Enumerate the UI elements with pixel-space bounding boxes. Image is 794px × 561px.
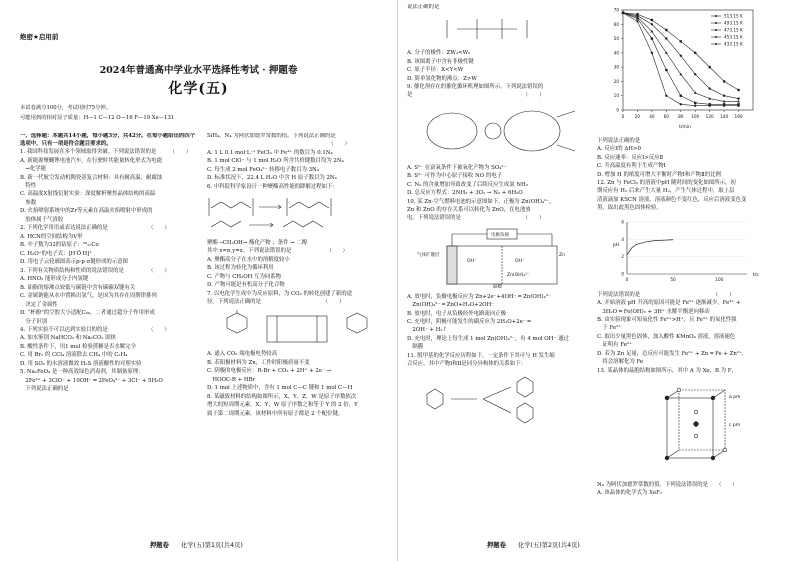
question-line: B. 反应速率：反应Ⅰ>反应Ⅱ — [597, 154, 664, 161]
footer-brand: 押题卷 — [487, 542, 506, 549]
question-line: Zn(OH)₄²⁻ ═ ZnO+H₂O+2OH⁻ — [407, 302, 495, 309]
question-line: 下列说法错误的是 （ ） — [597, 291, 735, 298]
exam-info — [20, 104, 200, 125]
y-tick-label: 50 — [613, 36, 619, 42]
question-line: （ ） — [207, 141, 350, 148]
x-tick-label: 100 — [691, 114, 700, 119]
footer-page-text: 化学(五)第1页(共4页) — [180, 542, 243, 549]
question-line: 属于第二周期元素。该材料中所有原子都是 2 个配位键。 — [207, 410, 344, 417]
question-line: 聚酯 ─CH₃OH→ 酯化产物 ；条件 → 二醇 — [207, 239, 308, 246]
x-tick-label: 120 — [705, 114, 714, 119]
question-line: 胶体属于气溶胶 — [20, 216, 64, 223]
benzene-ring — [227, 313, 247, 333]
atom-b — [677, 388, 681, 392]
y-tick-label: 6 — [621, 219, 624, 225]
question-line: B. 由实验现象可知氧化性 Fe³⁺>H⁺，且 Fe³⁺ 的氧化性强 — [597, 316, 737, 323]
column-3 — [407, 4, 592, 538]
atom-b — [694, 410, 698, 414]
question-line: D. 简单氢化物的沸点：Z>W — [407, 75, 477, 82]
data-point — [680, 40, 682, 42]
question-list — [407, 165, 592, 223]
data-point — [708, 103, 710, 105]
x-tick-label: 20 — [634, 114, 641, 119]
question-line: B. 1 mol ClO⁻ 与 1 mol H₂O 所含共价键数目均为 2N₄ — [207, 158, 344, 165]
y-tick-label: 30 — [613, 64, 619, 70]
data-point — [708, 87, 710, 89]
ester-bracket — [287, 198, 331, 216]
y-tick-label: 40 — [613, 50, 619, 56]
page-2-footer — [487, 540, 580, 549]
question-line: C. 阴极的电极反应：R-Br + CO₂ + 2H⁺ + 2e⁻ → — [207, 368, 332, 375]
legend-marker — [715, 15, 717, 17]
atom-a — [665, 396, 669, 400]
legend-label: 433.15 K — [724, 41, 743, 47]
question-line: C. 产物与 CH₃OH 互为同系物 — [207, 273, 282, 280]
product-ring — [517, 403, 533, 423]
question-line: 5. Na₂FeO₄ 是一种高效绿色消毒剂，其制备原理： — [20, 369, 144, 376]
question-line: D. 标准状况下，22.4 L H₂O 中含 H 原子数目为 2N₄ — [207, 175, 337, 182]
question-line: A. 放电时，负极电极反应为 Zn+2e⁻+4OH⁻ ═ Zn(OH)₄²⁻ — [407, 293, 551, 300]
y-tick-label: 0 — [621, 271, 624, 277]
data-point — [694, 52, 696, 54]
question-line: D. 充电时，理论上每生成 1 mol Zn(OH)₄²⁻，有 4 mol OH⁻ 通过 — [407, 335, 569, 342]
data-point — [708, 66, 710, 68]
question-list — [597, 138, 787, 213]
question-line: 6. 中科院科学家设计一种聚酯高性能的降解过程如下： — [207, 183, 338, 190]
question-line: 将会溶解化为 Fe — [597, 359, 644, 366]
y-tick-label: 0 — [616, 107, 619, 113]
x-tick-label: 100 — [715, 276, 724, 282]
column-1 — [20, 133, 198, 538]
legend-marker — [715, 22, 717, 24]
question-line: B. 中子数为32的钴原子：⁵⁹₂₇Co — [20, 242, 99, 249]
subject-title: 化学(五) — [168, 81, 229, 97]
y-tick-label: 20 — [613, 78, 619, 84]
question-list — [407, 50, 592, 100]
data-point — [636, 20, 638, 22]
polymer-chain-bond — [211, 221, 241, 227]
x-tick-label: 80 — [678, 114, 684, 119]
series-line — [623, 13, 739, 106]
question-line: D. 用电子云轮廓图表示p-p σ键形成的示意图 — [20, 259, 128, 266]
question-line: C. N₂ 的含量增加导致改变了后续反应生成氨 NH₃ — [407, 181, 528, 188]
question-line: 下列说法正确的是 — [597, 137, 641, 144]
question-line: 1. 我国科技发展在多个领域取得突破。下列说法错误的是 （ ） — [20, 149, 192, 156]
legend-label: 453.15 K — [724, 34, 743, 40]
question-line: B. 该图离子中含有非极性键 — [407, 58, 474, 65]
cell-front — [667, 398, 713, 458]
question-line: 10. 某 Zn-空气燃料电池的示意图如下，正极为 Zn(OH)₄²⁻， — [407, 198, 555, 205]
atom-a — [711, 456, 715, 460]
question-line: 下列说法正确的是 — [20, 386, 69, 393]
question-list — [597, 292, 787, 376]
data-point — [665, 29, 667, 31]
question-line: 11. 脱甲基的化学反应历程如下，一定条件下其可与 H 发生缩 — [407, 352, 555, 359]
question-line: A. 聚酯高分子在水中的溶解度较小 — [207, 256, 290, 263]
cycle-right — [504, 111, 560, 151]
data-point — [737, 103, 739, 105]
question-list — [407, 4, 592, 12]
question-line: 电，下列说法错误的是 （ ） — [407, 215, 545, 222]
atom-a — [665, 456, 669, 460]
question-line: 说法正确的是 — [407, 4, 440, 10]
x-tick-label: 140 — [720, 114, 729, 119]
diol-chain-bond — [283, 221, 323, 227]
data-point — [622, 12, 624, 14]
load-label: 电极负载 — [491, 232, 509, 238]
question-line: A. 反应Ⅰ的 ΔH>0 — [597, 146, 641, 153]
data-point — [723, 80, 725, 82]
benzene-ring — [347, 313, 367, 333]
data-point — [651, 23, 653, 25]
footer-brand: 押题卷 — [150, 542, 169, 549]
question-line: B. 酸性条件下，用1 mol 检验蔗糖是否水解完全 — [20, 343, 136, 350]
data-point — [636, 13, 638, 15]
y-tick-label: 60 — [613, 21, 619, 27]
question-line: A. 通入 CO₂ 端电极电势较高 — [207, 351, 277, 358]
ph-chart — [597, 216, 785, 286]
question-line: B. 新一代航空发动机陶瓷基复合材料：具有耐高温、耐腐蚀 — [20, 174, 163, 181]
question-line: B. 该过程为转化为循环利用 — [207, 265, 274, 272]
series-line — [623, 13, 739, 102]
question-line: 清液滴加 KSCN 溶液，溶液颜色不变红色，反应后溶液变色变 — [597, 196, 747, 203]
data-point — [694, 102, 696, 104]
atom-b — [723, 448, 727, 452]
exam-title: 2024年普通高中学业水平选择性考试 · 押题卷 — [99, 65, 298, 76]
x-tick-label: 0 — [621, 114, 625, 119]
question-line: 3. 下列有关物质结构和性质的说法错误的是 （ ） — [20, 267, 170, 274]
x-tick-label: 60 — [663, 114, 670, 119]
polymer-chain-bond — [211, 202, 251, 208]
y-tick-label: 4 — [621, 236, 624, 242]
question-line: SiH₄。N₄ 为阿伏加德罗常数的值。下列说法正确的是 — [207, 133, 336, 139]
data-point — [651, 52, 653, 54]
question-line: C. 充电时，阴极可能发生的副反应为 2H₂O+2e⁻ ═ — [407, 318, 531, 325]
question-line: C. 取出少量黑色固体，加入酸性 KMnO₄ 溶液，溶液褪色 — [597, 333, 736, 340]
data-point — [665, 69, 667, 71]
question-line: A. 新能源聚醚锂电池汽车，在行驶时其能量转化形式为电能 — [20, 157, 163, 164]
question-line: C. 高温度X射线衍射实验：深度解析聚焦晶体结构的高温 — [20, 191, 156, 198]
question-list — [407, 294, 592, 369]
column-4 — [597, 4, 787, 538]
cycle-branch — [557, 145, 575, 151]
lattice-param-label: c pm — [729, 423, 741, 429]
data-point — [723, 95, 725, 97]
question-list — [207, 133, 387, 191]
reaction-arrow — [483, 399, 511, 413]
question-line: A. HNO₃ 能形成分子内氢键 — [20, 276, 89, 283]
question-line: A. 加水鉴别 NaHCO₃ 和 Na₂CO₃ 固体 — [20, 335, 117, 342]
question-line: 8. 某磁致材料的结构如图所示，X、Y、Z、W 是原子序数依次 — [207, 393, 357, 400]
temperature-chart — [597, 6, 785, 132]
question-line: 其中 x=n,y=x。下列说法错误的是 （ ） — [207, 248, 348, 255]
question-line: D. 产物可能是有机高分子化合物 — [207, 282, 285, 289]
question-line: 7. 以电化学生成中为反应原料，为 CO₂ 的转化创建了新的途 — [207, 290, 352, 297]
y-tick-label: 2 — [621, 254, 624, 260]
question-line: C. 每生成 2 mol FeO₄²⁻ 转移电子数目为 3N₄ — [207, 166, 319, 173]
gas-diffusion-label: 气体扩散层 — [417, 252, 440, 258]
question-line: A. S²⁻ 在富氧条件下被氧化产物为 SO₄²⁻ — [407, 164, 507, 171]
question-line: D. 若为 Zn 足量，总反应可能发生 Fe²⁺ + Zn ═ Fe + Zn²⁺， — [597, 350, 748, 357]
oh-label: OH⁻ — [467, 258, 477, 264]
question-line: 9. 催化剂存在的催化循环机理如图所示。下列说法错误的 — [407, 84, 544, 91]
data-point — [680, 95, 682, 97]
question-line: 径。下列说法正确的是 （ ） — [207, 299, 345, 306]
atom-b — [694, 434, 698, 438]
cycle-left — [427, 113, 477, 149]
question-line: 证明有 Fe²⁺ — [597, 342, 632, 349]
x-tick-label: 50 — [670, 276, 676, 282]
legend-marker — [715, 36, 717, 38]
question-line: 隔膜 — [407, 344, 424, 351]
question-line: →化学能 — [20, 166, 47, 173]
q9-catalytic-cycle-figure — [407, 103, 587, 159]
question-line: 3H₂O ═ Fe(OH)₃ + 3H⁺ 水解平衡逆向移动 — [597, 308, 710, 315]
question-line: Zn 和 ZnO 的存在关系可以转化为 ZnO，在电池放 — [407, 206, 531, 213]
question-line: 分子识别 — [20, 318, 47, 325]
question-line: B. 油脂的熔沸点较低与碳链中含有碳碳双键有关 — [20, 284, 136, 291]
q8-structure-figure — [407, 14, 587, 44]
question-line: 于 Fe²⁺ — [597, 325, 622, 332]
question-line: 参数 — [20, 199, 37, 206]
electrolytic-cell — [267, 316, 327, 342]
legend-label: 513.15 K — [724, 13, 743, 19]
question-line: 是 （ ） — [407, 92, 545, 99]
series-line — [623, 13, 739, 90]
question-line: 特性 — [20, 183, 37, 190]
q7-electrolysis-figure — [207, 310, 385, 346]
data-point — [665, 95, 667, 97]
page-1-footer — [150, 540, 243, 549]
atom-a — [711, 396, 715, 400]
question-line: D. 1 mol 上述物质中，含有 1 mol C—C 键和 1 mol C—H — [207, 385, 353, 392]
question-line: C. H₂O⁺的电子式：[H∶Ö∶H]⁺ — [20, 250, 93, 257]
q11-mechanism-figure — [407, 372, 587, 428]
question-line: D. “杯酚”的空腔大小适配C₆₀，二者通过超分子作用形成 — [20, 310, 155, 317]
q13-crystal-figure — [597, 378, 785, 476]
x-tick-label: 0 — [625, 276, 629, 282]
benzene-ring — [427, 389, 443, 409]
x-tick-label: 160 — [734, 114, 743, 119]
lattice-param-label: a pm — [729, 395, 741, 401]
q6-polyester-figure — [207, 194, 385, 234]
polymer-bracket — [209, 198, 253, 216]
legend-marker — [715, 29, 717, 31]
question-line: 黑，取出此黑色固体检验。 — [597, 205, 662, 212]
y-tick-label: 10 — [613, 93, 619, 99]
question-line: 13. 某晶体的晶胞结构如图所示，其中 A 为 Xe，B 为 F， — [597, 367, 737, 374]
data-point — [694, 73, 696, 75]
question-line: C. 升高温度有利于生成产物Ⅰ — [597, 163, 666, 170]
question-list — [207, 351, 387, 418]
question-line: D. 总反应方程式：2NH₃ + 3O₂ → N₂ + 6H₂O — [407, 190, 523, 197]
data-point — [651, 37, 653, 39]
question-line: 决定了金属性 — [20, 301, 58, 308]
data-point — [723, 103, 725, 105]
product-ring — [517, 377, 533, 397]
x-axis-label: t/min — [679, 125, 691, 130]
question-line: 合反应，其中产物Ⅰ和Ⅱ是同分异构体的关系如下： — [407, 361, 526, 368]
legend-label: 473.15 K — [724, 27, 743, 33]
question-line: A. 分子的极性：ZW₃<W₂ — [407, 50, 471, 57]
section-title: 一、选择题：本题共14小题，每小题3分，共42分。在每小题给出的四个选项中，只有一项是符合题目要求的。 — [20, 133, 196, 147]
catalyst-center — [485, 123, 501, 139]
data-point — [680, 103, 682, 105]
data-point — [737, 97, 739, 99]
membrane-label: 隔膜 — [493, 284, 502, 288]
question-line: 期反应有 H₂ 后来产生大量 H₂，产生气体过程中，取上层 — [597, 188, 735, 195]
q10-battery-figure — [407, 226, 587, 288]
question-line: A. 该晶体的化学式为 XeF₂ — [597, 490, 663, 497]
question-line: 增大的短周期元素，X、Y、W 原子序数之和等于 Y 的 2 倍，Y — [207, 402, 358, 409]
question-line: B. S²⁻ 可作为中心原子接收 NO 的电子 — [407, 173, 503, 180]
question-line: HOOC-R + HBr — [207, 376, 256, 383]
page-2 — [397, 0, 794, 561]
question-line: B. 若阳极材料为 Zn，工作时阳极质量不变 — [207, 359, 310, 366]
question-line: A. 1 L 0.1 mol·L⁻¹ FeCl₃ 中 Fe³⁺ 的数目为 0.1N₄ — [207, 149, 333, 156]
info-line: 本试卷满分100分，考试用时75分钟。 — [20, 105, 112, 111]
question-line: 4. 下列实验不可以达到实验目的的是 （ ） — [20, 326, 170, 333]
y-axis-label: pH — [613, 242, 620, 248]
cycle-branch — [557, 111, 575, 117]
question-list — [207, 240, 387, 307]
question-line: D. 增加 H 的浓度可增大平衡时产物Ⅰ和产物Ⅱ的比例 — [597, 171, 721, 178]
question-line: C. 金属钠能从水中置换出氢气，是因为其存在周期律排列 — [20, 293, 157, 300]
question-list — [20, 149, 198, 394]
series-line — [627, 240, 673, 255]
legend-label: 493.15 K — [724, 20, 743, 26]
question-line: 2. 下列化学用语或表达说法正确的是 （ ） — [20, 225, 170, 232]
reaction-arrow — [483, 387, 511, 399]
question-line: N₄ 为阿伏加德罗常数的值。下列说法错误的是 （ ） — [597, 481, 738, 488]
footer-page-text: 化学(五)第2页(共4页) — [517, 542, 580, 549]
question-line: B. 放电时，电子从负极经外电路流向正极 — [407, 310, 507, 317]
zincate-label: Zn(OH)₄²⁻ — [507, 272, 530, 278]
series-line — [623, 13, 739, 104]
question-line: D. 用 SO₂ 的水溶液做效 H₂S 溶液酸性的对照实验 — [20, 360, 142, 367]
question-line: D. 火焰喷射系统中的Zr等元素在高温火焰喷射中形成的 — [20, 208, 153, 215]
x-axis-label: t/s — [753, 272, 759, 278]
zn-label: Zn — [559, 252, 565, 258]
legend-marker — [715, 43, 717, 45]
oh-label: OH⁻ — [515, 258, 525, 264]
question-line: A. 开始溶液 pH 升高的原因可能是 Fe³⁺ 逐渐减少，Fe³⁺ + — [597, 300, 741, 307]
data-point — [651, 19, 653, 21]
info-line: 可能用到的相对原子质量：H—1 C—12 O—16 F—19 Xe—131 — [20, 115, 175, 122]
question-line: 2Fe³⁺ + 3ClO⁻ + 10OH⁻ ═ 2FeO₄²⁻ + 3Cl⁻ + 5H₂O — [20, 377, 163, 384]
question-list — [597, 482, 787, 498]
data-point — [680, 55, 682, 57]
ester-chain-bond — [289, 202, 329, 208]
y-tick-label: 70 — [613, 7, 619, 13]
x-tick-label: 40 — [649, 114, 655, 119]
atom-a-center — [693, 422, 698, 427]
secret-label: 绝密★启用前 — [20, 33, 59, 41]
question-line: 12. Zn 与 FeCl₃ 的溶液中pH 随时间的变化如图所示，初 — [597, 180, 736, 187]
question-line: C. 用 Br₂ 的 CCl₄ 溶液除去 CH₄ 中的 C₂H₄ — [20, 352, 128, 359]
data-point — [737, 89, 739, 91]
column-2 — [207, 133, 387, 538]
question-line: 2OH⁻ + H₂↑ — [407, 327, 448, 334]
cell-back — [679, 390, 725, 450]
question-line: A. HCN的空间结构为V形 — [20, 233, 83, 240]
question-line: C. 原子半径：X<Y<W — [407, 67, 464, 74]
data-point — [665, 37, 667, 39]
data-point — [694, 105, 696, 107]
gas-diffusion-layer — [447, 246, 457, 284]
